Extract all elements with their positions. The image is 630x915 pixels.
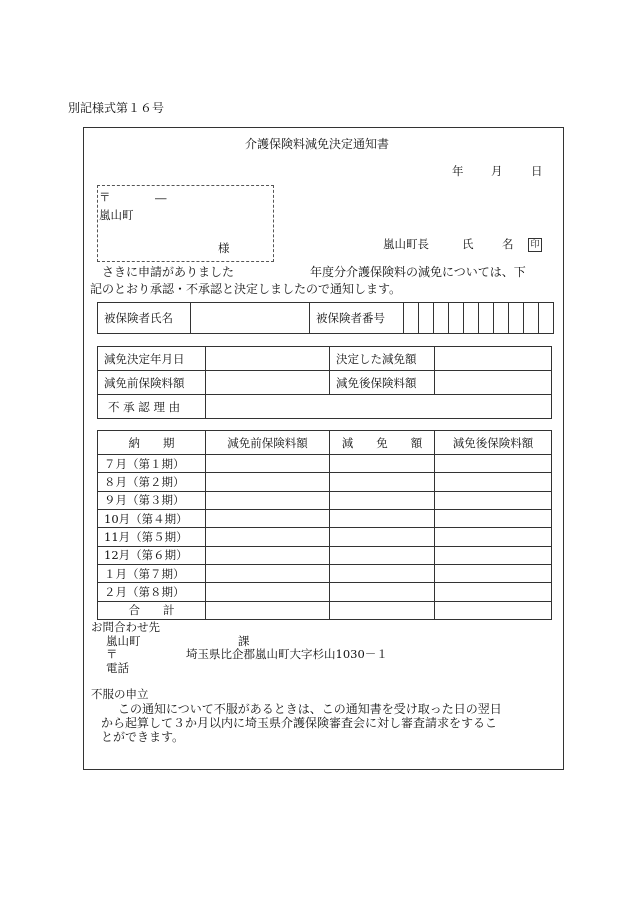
decision-date-label: 減免決定年月日 (98, 347, 206, 371)
insured-name-cell (191, 303, 310, 334)
installment-period: 10月（第４期） (98, 509, 206, 527)
before-amount-label: 減免前保険料額 (98, 371, 206, 395)
after-amount-cell (435, 371, 552, 395)
contact-phone-label: 電話 (106, 661, 129, 675)
recipient-address-box (97, 185, 274, 262)
contact-heading: お問合わせ先 (91, 620, 160, 634)
rejection-reason-label: 不 承 認 理 由 (98, 395, 206, 419)
issuer-seal-mark (528, 238, 542, 252)
date-day-label: 日 (531, 164, 543, 178)
before-cell (206, 491, 330, 509)
date-year-label: 年 (452, 164, 464, 178)
insured-number-digit (434, 303, 449, 334)
after-cell (435, 583, 552, 601)
issuer-office: 嵐山町長 (383, 237, 429, 251)
after-cell (435, 491, 552, 509)
reduction-cell (330, 546, 435, 564)
decided-amount-cell (435, 347, 552, 371)
total-label: 合 計 (98, 601, 206, 619)
insured-number-digit (494, 303, 509, 334)
installment-period: 12月（第６期） (98, 546, 206, 564)
insured-number-digit (524, 303, 539, 334)
col-header-reduction: 減 免 額 (330, 431, 435, 455)
installment-period: ７月（第１期） (98, 455, 206, 473)
before-amount-cell (206, 371, 330, 395)
insured-number-digit (509, 303, 524, 334)
reduction-cell (330, 528, 435, 546)
appeal-line2: から起算して３か月以内に埼玉県介護保険審査会に対し審査請求をするこ (101, 716, 498, 730)
after-amount-label: 減免後保険料額 (330, 371, 435, 395)
installment-period: ８月（第２期） (98, 473, 206, 491)
insured-number-label: 被保険者番号 (310, 303, 404, 334)
before-cell (206, 473, 330, 491)
before-total-cell (206, 601, 330, 619)
decision-table (97, 346, 552, 419)
reduction-cell (330, 455, 435, 473)
intro-line1-part1: さきに申請がありました (102, 265, 235, 279)
intro-line1-part2: 年度分介護保険料の減免については、下 (310, 265, 526, 279)
rejection-reason-cell (206, 395, 552, 419)
appeal-heading: 不服の申立 (91, 687, 149, 701)
contact-section: 課 (238, 634, 250, 648)
before-cell (206, 583, 330, 601)
before-cell (206, 509, 330, 527)
installment-period: ２月（第８期） (98, 583, 206, 601)
reduction-cell (330, 491, 435, 509)
after-cell (435, 473, 552, 491)
contact-address: 埼玉県比企郡嵐山町大字杉山1030－１ (186, 647, 388, 661)
before-cell (206, 564, 330, 582)
recipient-postal-mark: 〒 (99, 190, 111, 204)
after-cell (435, 455, 552, 473)
date-month-label: 月 (491, 164, 503, 178)
recipient-honorific: 様 (218, 241, 230, 255)
issuer-name-label-1: 氏 (462, 237, 474, 251)
after-cell (435, 509, 552, 527)
insured-number-digit (419, 303, 434, 334)
appeal-line1: この通知について不服があるときは、この通知書を受け取った日の翌日 (118, 702, 502, 716)
seal-icon: 印 (528, 238, 542, 252)
insured-number-digit (404, 303, 419, 334)
contact-dept: 嵐山町 (106, 634, 141, 648)
col-header-period: 納 期 (98, 431, 206, 455)
insured-table (97, 302, 554, 334)
insured-number-digit (449, 303, 464, 334)
reduction-cell (330, 473, 435, 491)
form-number: 別記様式第１６号 (68, 101, 165, 115)
before-cell (206, 455, 330, 473)
before-cell (206, 546, 330, 564)
issuer-name-label-2: 名 (502, 237, 514, 251)
insured-number-digit (464, 303, 479, 334)
reduction-cell (330, 564, 435, 582)
appeal-line3: とができます。 (101, 730, 185, 744)
after-cell (435, 564, 552, 582)
after-cell (435, 528, 552, 546)
before-cell (206, 528, 330, 546)
installment-period: １月（第７期） (98, 564, 206, 582)
document-title: 介護保険料減免決定通知書 (245, 137, 390, 151)
col-header-before: 減免前保険料額 (206, 431, 330, 455)
after-total-cell (435, 601, 552, 619)
reduction-cell (330, 509, 435, 527)
insured-name-label: 被保険者氏名 (98, 303, 191, 334)
insured-number-digit (479, 303, 494, 334)
installments-table (97, 430, 552, 620)
decision-date-cell (206, 347, 330, 371)
recipient-town: 嵐山町 (99, 208, 134, 222)
contact-postal-mark: 〒 (106, 647, 118, 661)
recipient-postal-dash: ― (155, 191, 167, 205)
installment-period: ９月（第３期） (98, 491, 206, 509)
after-cell (435, 546, 552, 564)
reduction-total-cell (330, 601, 435, 619)
installment-period: 11月（第５期） (98, 528, 206, 546)
insured-number-digit (539, 303, 554, 334)
col-header-after: 減免後保険料額 (435, 431, 552, 455)
reduction-cell (330, 583, 435, 601)
intro-line2: 記のとおり承認・不承認と決定しましたので通知します。 (90, 282, 402, 296)
decided-amount-label: 決定した減免額 (330, 347, 435, 371)
